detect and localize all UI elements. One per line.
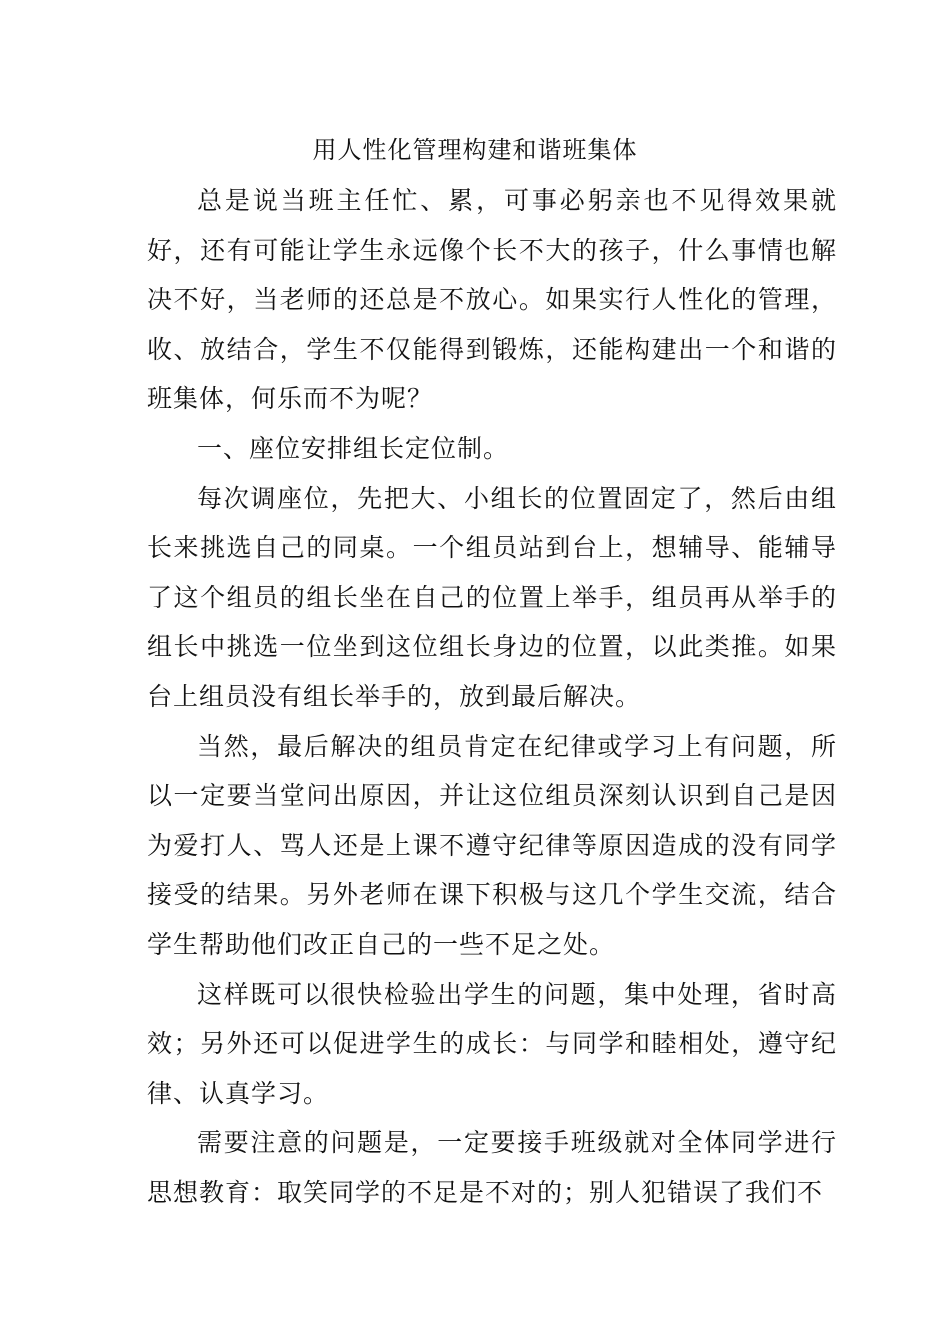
document-title: 用人性化管理构建和谐班集体 [312,136,638,164]
paragraph-intro: 总是说当班主任忙、累，可事必躬亲也不见得效果就好，还有可能让学生永远像个长不大的孩子，什么事情也解决不好，当老师的还总是不放心。如果实行人性化的管理，收、放结合，学生不仅能得到锻炼，还能构建出一个和谐的班集体，何乐而不为呢？ [147,186,837,414]
paragraph-seating-method: 每次调座位，先把大、小组长的位置固定了，然后由组长来挑选自己的同桌。一个组员站到台上，想辅导、能辅导了这个组员的组长坐在自己的位置上举手，组员再从举手的组长中挑选一位坐到这位组长身边的位置，以此类推。如果台上组员没有组长举手的，放到最后解决。 [147,483,837,711]
paragraph-notes: 需要注意的问题是，一定要接手班级就对全体同学进行思想教育：取笑同学的不足是不对的；别人犯错误了我们不 [147,1128,837,1207]
paragraph-benefits: 这样既可以很快检验出学生的问题，集中处理，省时高效；另外还可以促进学生的成长：与同学和睦相处，遵守纪律、认真学习。 [147,979,837,1108]
document-body [147,176,837,1217]
paragraph-remaining-students: 当然，最后解决的组员肯定在纪律或学习上有问题，所以一定要当堂问出原因，并让这位组员深刻认识到自己是因为爱打人、骂人还是上课不遵守纪律等原因造成的没有同学接受的结果。另外老师在课下积极与这几个学生交流，结合学生帮助他们改正自己的一些不足之处。 [147,731,837,959]
section-heading-seating: 一、座位安排组长定位制。 [197,433,510,463]
